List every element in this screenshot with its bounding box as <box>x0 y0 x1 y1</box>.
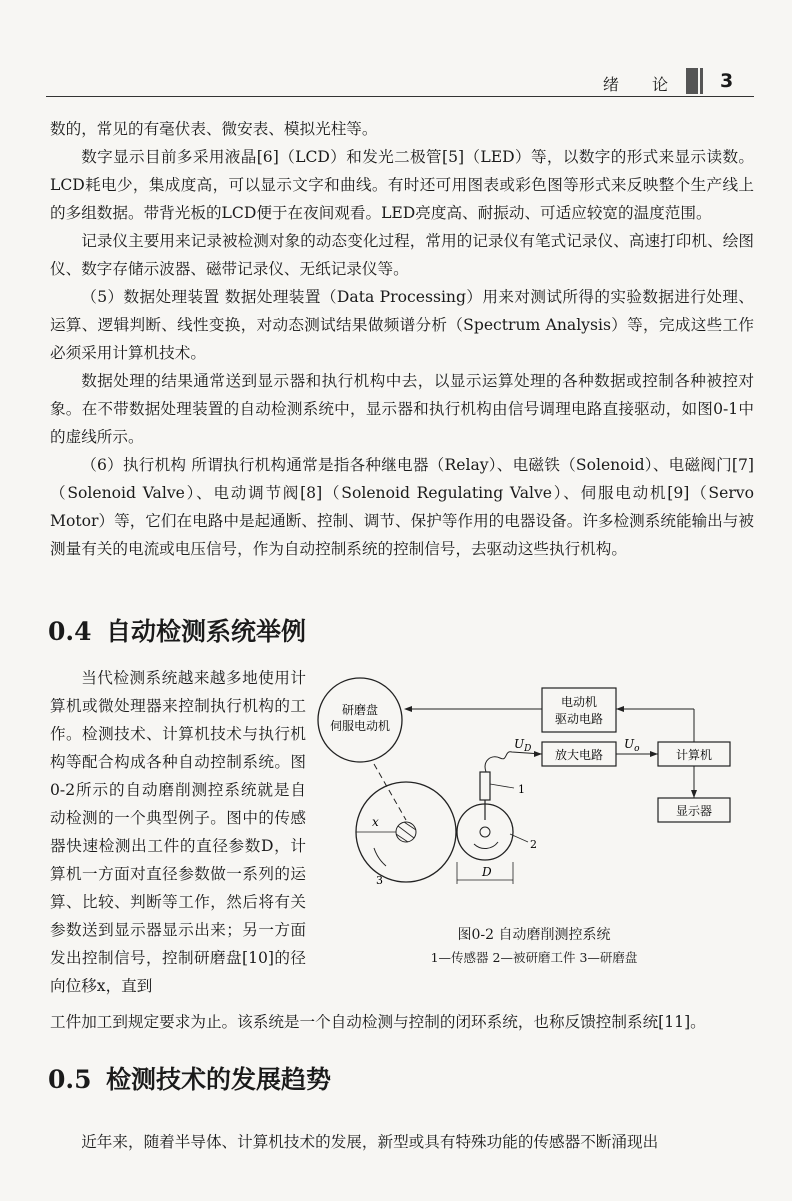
paragraph: 记录仪主要用来记录被检测对象的动态变化过程，常用的记录仪有笔式记录仪、高速打印机、绘图仪、数字存储示波器、磁带记录仪、无纸记录仪等。 <box>50 232 754 278</box>
drive-label-2: 驱动电路 <box>554 712 604 726</box>
amp-label: 放大电路 <box>554 748 604 762</box>
uo-label: $U_o$ <box>624 737 640 754</box>
arrowhead <box>650 751 658 757</box>
header-bar-thin <box>700 68 703 94</box>
paragraph: 数据处理的结果通常送到显示器和执行机构中去，以显示运算处理的各种数据或控制各种被控对象。在不带数据处理装置的自动检测系统中，显示器和执行机构由信号调理电路直接驱动，如图0-1中的虚线所示。 <box>50 372 754 446</box>
section-number: 0.4 <box>48 617 92 646</box>
page-number: 3 <box>720 70 734 92</box>
section-04-text <box>50 664 306 1000</box>
paragraph: 数的，常见的有毫伏表、微安表、模拟光柱等。 <box>50 120 378 138</box>
paragraph: （5）数据处理装置 数据处理装置（Data Processing）用来对测试所得的实验数据进行处理、运算、逻辑判断、线性变换，对动态测试结果做频谱分析（Spectrum Analysis）等，完成这些工作必须采用计算机技术。 <box>50 288 754 362</box>
section-title: 自动检测系统举例 <box>106 617 307 646</box>
grinding-system-diagram <box>314 672 754 922</box>
section-04-tail: 工件加工到规定要求为止。该系统是一个自动检测与控制的闭环系统，也称反馈控制系统[11]。 <box>50 1013 706 1031</box>
d-label: D <box>482 865 492 879</box>
motor-label-2: 伺服电动机 <box>329 719 391 733</box>
ud-label: $U_D$ <box>514 737 532 754</box>
motor-link-dashed <box>374 764 406 820</box>
display-label: 显示器 <box>675 804 713 818</box>
x-label: x <box>372 815 379 829</box>
drive-label-1: 电动机 <box>560 695 598 709</box>
page-header <box>0 0 792 110</box>
label-3: 3 <box>376 874 383 887</box>
section-05-text: 近年来，随着半导体、计算机技术的发展，新型或具有特殊功能的传感器不断涌现出 <box>81 1133 659 1151</box>
label-1: 1 <box>518 783 525 796</box>
header-bar <box>686 68 698 94</box>
figure-0-2 <box>314 672 754 992</box>
chapter-title: 绪 论 <box>602 75 682 94</box>
label-2: 2 <box>530 838 537 851</box>
figure-caption: 图0-2 自动磨削测控系统 <box>457 927 611 943</box>
paragraph: 数字显示目前多采用液晶[6]（LCD）和发光二极管[5]（LED）等，以数字的形式来显示读数。LCD耗电少，集成度高，可以显示文字和曲线。有时还可用图表或彩色图等形式来反映整个生产线上的多组数据。带背光板的LCD便于在夜间观看。LED亮度高、耐振动、可适应较宽的温度范围。 <box>50 148 754 222</box>
arrowhead <box>616 706 624 712</box>
section-heading-04 <box>48 612 306 648</box>
motor-label-1: 研磨盘 <box>341 703 379 717</box>
sensor-wire <box>485 752 542 772</box>
paragraph: 当代检测系统越来越多地使用计算机或微处理器来控制执行机构的工作。检测技术、计算机技术与执行机构等配合构成各种自动控制系统。图0-2所示的自动磨削测控系统就是自动检测的一个典型例子。图中的传感器快速检测出工件的直径参数D，计算机一方面对直径参数做一系列的运算、比较、判断等工作，然后将有关参数送到显示器显示出来；另一方面发出控制信号，控制研磨盘[10]的径向位移x，直到 <box>50 669 306 995</box>
arrowhead <box>404 706 412 712</box>
header-rule <box>46 96 754 97</box>
arrowhead <box>534 751 542 757</box>
paragraph: （6）执行机构 所谓执行机构通常是指各种继电器（Relay）、电磁铁（Solenoid）、电磁阀门[7]（Solenoid Valve）、电动调节阀[8]（Solenoid Regulating Valve）、伺服电动机[9]（Servo Motor）等，它们在电路中是起通断、控制、调节、保护等作用的电器设备。许多检测系统能输出与被测量有关的电流或电压信号，作为自动控制系统的控制信号，去驱动这些执行机构。 <box>50 456 754 558</box>
computer-label: 计算机 <box>675 748 713 762</box>
figure-legend: 1—传感器 2—被研磨工件 3—研磨盘 <box>430 950 638 965</box>
top-text-block <box>50 115 754 563</box>
arrowhead <box>691 790 697 798</box>
section-heading-05 <box>48 1060 331 1096</box>
sensor-body <box>480 772 490 800</box>
section-number: 0.5 <box>48 1065 92 1094</box>
section-title: 检测技术的发展趋势 <box>106 1065 332 1094</box>
